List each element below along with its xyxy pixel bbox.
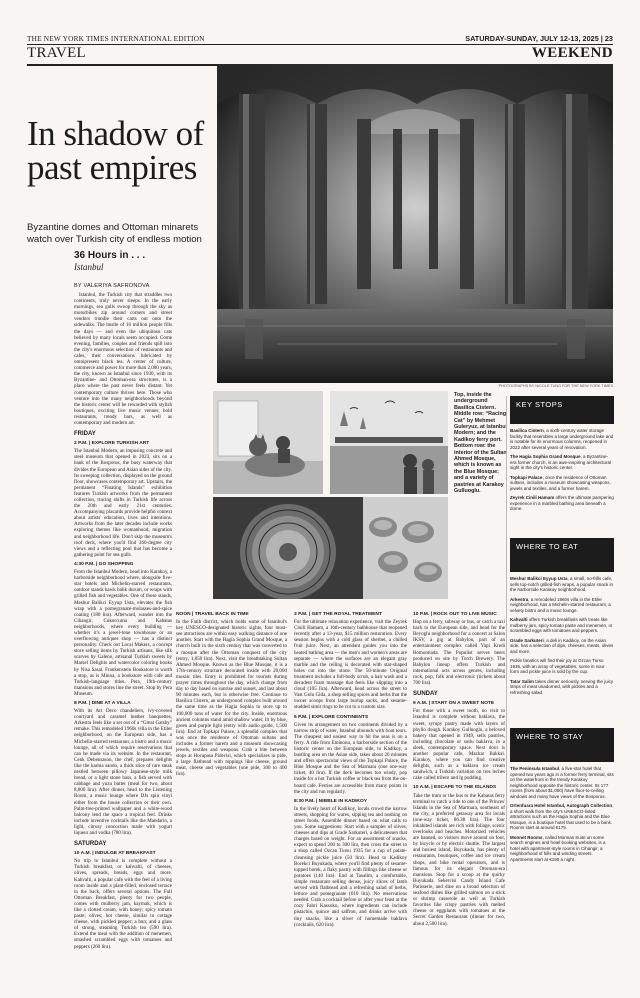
item-name: Basilica Cistern — [510, 428, 544, 433]
section-heading: 10 A.M. | INDULGE AT BREAKFAST — [74, 851, 156, 857]
article-intro: Istanbul, the Turkish city that straddles two continents, truly never sleeps. In the early mornings, sea gulls swoop through the sky as motorbikes zip around corners and street vendors trundle their carts out onto the sidewalks. The bustle of 16 million people fills the days — and even the ubiquitous cats believed by many locals seem occupied. Come evening, families, couples and friends spill into the city's enormous selection of restaurants and cafes, their conversations lubricated by omnipresent black tea. A center of culture, commerce and power for more than 2,000 years, the city, known as Istanbul since 1930, with its Byzantine- and Ottoman-era structures, is a place where the past never feels distant. Yet contemporary culture thrives here. Those who venture into the many neighborhoods beyond the historic center will be rewarded with stylish boutiques, exciting live music venues, bold restaurants, trendy bars, as well as contemporary and modern art. — [74, 292, 172, 426]
racing-cat-illustration — [213, 391, 323, 494]
section-heading: 10 P.M. | ROCK OUT TO LIVE MUSIC — [413, 612, 497, 617]
item-name: Ortenfuara Hotel Istanbul, Autograph Collection — [510, 803, 613, 808]
photo-caption: Top, inside the underground Basilica Cistern. Middle row: “Racing Cat” by Mehmet Guleryuz, at Istanbul Modern; and the Kadikoy ferry port. Bottom row: the interior of the Sultan Ahmed Mosque, which is known as the Blue Mosque; and a variety of pastries at Karakoy Gulluoglu. — [454, 392, 508, 495]
item-desc: , a sixth-century water storage facility that resembles a large underground lake and is notable for its enormous columns, reopened in 2022 after several years of renovation. — [510, 428, 614, 450]
section-text: In the Fatih district, which holds some of Istanbul's key UNESCO-designated historic sights, four must-see attractions are within easy walking distance of one another. Start with the Hagia Sophia Grand Mosque, a church built in the sixth century that was converted to a mosque after the Ottoman conquest of the city (entry, 1,850 lira). Next, visit the breathtaking Sultan Ahmed Mosque. Known as the Blue Mosque, it is a 17th-century structure decorated inside with 20,000 mosaic tiles. Entry is prohibited for tourists during prayer times throughout the day, which change from day to day based on sunrise and sunset, and last about 90 minutes each, but is otherwise free. Continue to Basilica Cistern, an underground complex built around the same time as the Hagia Sophia to store up to 100,000 tons of water for the city. Inside, enormous ancient columns stand amid shallow water, lit by blue, green and purple light (entry with audio guide, 1,500 lira). End at Topkapi Palace, a splendid complex that was once the residence of Ottoman sultans and includes a former harem and a museum showcasing jewels, textiles and weapons. Grab a bite between stops at Hocapasa Pidecisi, which specializes in pide, a large flatbread with toppings like cheese, ground meat, cheese and vegetables (one pide, 300 to 400 lira). — [176, 619, 287, 778]
item-name: Tatar Salim — [510, 678, 534, 684]
headline: In shadow of past empires — [27, 114, 204, 187]
article-column-4 — [413, 608, 505, 927]
ferry-port-illustration — [330, 391, 448, 494]
item-desc: , a Byzantine-era former church, is an awe-inspiring architectural sight in the city's historic center. — [510, 454, 612, 470]
section-text: From the Istanbul Modern, head into Karakoy, a harborside neighborhood where, alongside five-star hotels and Michelin-starred restaurants, outdoor stands hawk balik durum, or wraps with grilled fish and vegetables. One of those stands, Meshur Balikci Eyyup Usta, elevates the fish wrap with a pomegranate-molasses-and-spice coating (180 lira). Afterward, wander into the Cihangir, Cukurcuma and Kabatas neighborhoods, where every building — whether it's a jewel-tone townhouse or an overflowing antiques shop — has a distinct personality. Check out Local Makers, a concept store selling items by Turkish artisans, like silk scarves by Galeno, artisanal Turkish sweets by Marsel Delights and watercolor coloring books by Nisa Sasal. Frankenstein Bookstore is worth a stop, as is Minoa, a bookstore with cafe and Turkish-language titles. Pera, 19th-century mansions and stores line the street. Stop by Pera Museum. — [74, 569, 172, 697]
masthead-name: THE NEW YORK TIMES INTERNATIONAL EDITION — [27, 34, 205, 43]
section-text: The Istanbul Modern, an imposing concrete and steel museum that opened in 2023, sits on a bank of the Bosporus, the busy waterway that divides the European and Asian sides of the city. Its sweeping collection, displayed on the ground floor, showcases contemporary art. Upstairs, the permanent “Floating Islands” exhibition features Turkish artworks from the permanent collection, tracing shifts in Turkish life across the 20th and early 21st centuries. Accompanying placards provide helpful context about artists' education, lives and intentions. Artworks from the later decades include works exploring themes like womanhood, migration and neighborhood life. Don't skip the museum's roof deck, where you'll find 360-degree city views and a reflecting pool that has become a gathering point for sea gulls. — [74, 448, 172, 558]
section-text: Hop on a ferry, subway or bus, or catch a taxi back to the European side, and head for the Beyoglu neighborhood for a concert at Salon IKSV, a gig at Babylon, part of an entertainment complex called Yapi Kredi Bomontiada. The Populist serves beers produced on site by Torch Brewery. The Babylon lineup offers Turkish and international acts across genres, including rock, pop, folk and electronic (tickets about 700 lira). — [413, 619, 505, 687]
item-desc: takes dinner seriously, serving the juicy strips of meat unadorned, with pickles and a refreshing salad. — [510, 678, 614, 695]
key-stops-title: KEY STOPS — [516, 400, 563, 409]
where-to-stay-list — [510, 766, 614, 866]
series-title: 36 Hours in . . . — [74, 250, 146, 261]
item-name: The Peninsula Istanbul — [510, 766, 560, 771]
list-item — [510, 658, 614, 675]
section-text: Take the tram or the bus to the Kabatas ferry terminal to catch a ride to one of the Princes' Islands in the Sea of Marmara, southeast of the city, a preferred getaway area for locals (one-way ticket, 86.38 lira). The four inhabited islands are rich with foliage, scenic overlooks and beaches. Motorized vehicles are banned, so visitors move around on foot, by bicycle or by electric shuttle. The largest and busiest island, Buyukada, has plenty of restaurants, boutiques, coffee and ice cream shops, and bike rental operators, and is famous for its elegant Ottoman-era mansions. Stop for a scoop at the quirky Buyukada Sekercisi Candy Island Cafe Patisserie, and dine on a broad selection of seafood dishes like grilled salmon on a stick or shrimp casserole as well as Turkish favorites like crispy pastries with melted cheese or eggplants with tomatoes at the Secret Garden Restaurant (dinner for two, about 2,500 lira). — [413, 792, 505, 927]
article-column-1 — [74, 292, 172, 950]
section-text: With its Art Deco chandeliers, ivy-covered courtyard and caramel leather banquettes, Arkestra feels like a set out of a “Great Gatsby” remake. This remodeled 1960s villa in the Etiler neighborhood, on the European side, has a Michelin-starred restaurant, a bistro and a music lounge, all of which require reservations that can be made via its website. In the restaurant, Cenk Debensason, the chef, prepares delights like the karma sando, a thick slice of rare steak nestled between pillowy Japanese-style milk bread, or a light stone bass, a fish served with cabbage and yuzu butter (meal for two, about 8,000 lira). After dinner, head to the Listening Room, a music lounge where DJs spin vinyl either from the house collection or their own. Palm-tree-printed wallpaper and a white-wood balcony lend the space a tropical feel. Drinks include inventive cocktails like the Mandarin, a light, citrusy concoction made with yogurt liqueur and vodka (780 lira). — [74, 708, 172, 836]
list-item — [510, 617, 614, 634]
list-item — [510, 576, 614, 593]
city-name: Istanbul — [74, 262, 104, 272]
item-desc: Pickle fanatics will find their joy at Ozcan Tursu 1935, with an array of vegetables, some in sour form and pickle juice is sold by the cup. — [510, 658, 605, 674]
key-stops-list — [510, 428, 614, 516]
section-text: For those with a sweet tooth, no visit to Istanbul is complete without baklava, the sweet, syrupy pastry made with layers of phyllo dough. Karakoy Gulluoglu, a beloved bakery that opened in 1949, sells pastries, including chocolate or sutlu baklava, in a sleek, contemporary space. Next door is another popular cafe, Mazhar Bakkal. Karakoy, where you can find creative delights, such as a baklava ice cream sandwich, a Turkish variation on tres leches cake called trilece and lg pudding. — [413, 708, 505, 782]
where-to-stay-title: WHERE TO STAY — [516, 732, 584, 741]
item-desc: , a deli in Kadikoy, on the Asian side, has a selection of dips, cheeses, meats, olives and more. — [510, 637, 614, 654]
day-heading: FRIDAY — [74, 431, 96, 438]
item-desc: offers Turkish breakfasts with treats like mulberry jam, spicy tomato paste and menemen, or scrambled eggs with tomatoes and peppers. — [510, 617, 613, 633]
edition-label: WEEKEND — [531, 45, 613, 61]
section-heading: 6 P.M. | EXPLORE CONTINENTS — [294, 714, 369, 720]
item-name: The Hagia Sophia Grand Mosque — [510, 454, 581, 459]
masthead-date: SATURDAY-SUNDAY, JULY 12-13, 2025 | 23 — [465, 34, 613, 43]
item-desc: , a five-star hotel that opened two years ago in a former ferry terminal, sits on the waterfront in the trendy Karakoy neighborhood opposite the historic center. Its 177 rooms (from about $1,000) have floor-to-ceiling windows and many have views of the Bosporus. — [510, 766, 614, 799]
article-column-2 — [176, 608, 287, 778]
list-item — [510, 454, 614, 471]
cistern-illustration — [217, 64, 613, 383]
item-desc: , once the residence of Ottoman sultans, includes a museum showcasing weapons, jewels and textiles, and a former harem. — [510, 474, 611, 491]
section-heading: NOON | TRAVEL BACK IN TIME — [176, 612, 249, 617]
ferry-port-photo — [330, 391, 448, 494]
item-desc: , a remodeled 1960s villa in the Etiler neighborhood, has a Michelin-starred restaurant, a velvety bistro and a music lounge. — [510, 596, 611, 613]
where-to-eat-list — [510, 576, 614, 699]
item-name: Grade Sarkuteri — [510, 637, 544, 643]
item-desc: , called Monnas Suite on some search engines and hotel booking websites, is a hotel with apartment-style rooms in Cihangir, a neighborhood of hills and winding streets. Apartments start at €190 a night. — [510, 834, 606, 862]
section-heading: 2 P.M. | EXPLORE TURKISH ART — [74, 441, 150, 447]
byline: BY VALERIYA SAFRONOVA — [74, 283, 150, 289]
list-item — [510, 803, 614, 831]
racing-cat-photo — [213, 391, 323, 494]
item-desc: offers the ultimate pampering experience in a marbled bathing area beneath a dome. — [510, 495, 614, 511]
subhead: Byzantine domes and Ottoman minarets watch over Turkish city of endless motion — [27, 222, 202, 245]
where-to-eat-title: WHERE TO EAT — [516, 542, 579, 551]
section-heading: 3 P.M. | GET THE ROYAL TREATMENT — [294, 612, 382, 617]
section-text: No trip to Istanbul is complete without a Turkish breakfast, or kahvalti, of cheeses, olives, spreads, breads, eggs and more. Kahvalti, a popular cafe with the feel of a living room inside and a plant-filled, enclosed terrace in the back, offers several options. The Full Ottoman Breakfast, plenty for two people, comes with mulberry jam, kaymak, which is like a clotted cream, with honey; spicy tomato paste; olives; hot cheese, similar to cottage cheese, with pickled pepper; a bun; and a glass of strong, steaming Turkish tea (590 lira). Extend the meal with the addition of menemen, smashed scrambled eggs with tomatoes and peppers (260 lira). — [74, 858, 172, 950]
item-desc: , a short walk from the city's UNESCO-listed attractions such as the Hagia Sophia and the Blue Mosque, is a boutique hotel that used to be a bank. Rooms start at around €175. — [510, 803, 614, 830]
item-name: Monnet Rooms — [510, 834, 543, 840]
cistern-photo — [217, 64, 613, 383]
list-item — [510, 428, 614, 450]
list-item — [510, 495, 614, 512]
section-heading: 10 A.M. | ESCAPE TO THE ISLANDS — [413, 785, 497, 791]
section-text: For the ultimate relaxation experience, visit the Zeyrek Cinili Hamam, a 16th-century bathhouse that reopened recently after a 13-year, $15 million restoration. Every session begins with a cold glass of sherbet, a chilled fruit juice. Next, an attendant guides you into the heated bathing area — the men's and women's areas are separate — where the surfaces are an elegant gray marble and the ceiling is decorated with star-shaped holes cut into the stone. The 50-minute Original treatment includes a full-body scrub, a hair wash and a decadent foam massage that feels like slipping into a cloud (105 lira). Afterward, head across the street to Vast Golu Gida, a shop selling spices and herbs that the owner scoops from large burlap sacks, and sesame-studded simit rings to be cut to a custom size. — [294, 619, 407, 711]
where-to-eat-header — [510, 538, 614, 572]
list-item — [510, 475, 614, 492]
section-heading: 9 A.M. | START ON A SWEET NOTE — [413, 701, 495, 707]
day-heading: SUNDAY — [413, 691, 438, 698]
photo-credit: PHOTOGRAPHS BY NICOLE TUNG FOR THE NEW YORK TIMES — [498, 384, 613, 388]
list-item — [510, 679, 614, 696]
item-desc: , a small, no-frills cafe, sells top-notch grilled-fish wraps, a popular snack in the harborside Karakoy neighborhood. — [510, 576, 614, 592]
mosque-dome-photo — [213, 497, 448, 599]
day-heading: SATURDAY — [74, 841, 107, 848]
item-name: Arkestra — [510, 596, 529, 602]
section-title: TRAVEL — [27, 45, 87, 61]
section-heading: 8 P.M. | DINE AT A VILLA — [74, 701, 131, 706]
where-to-stay-header — [510, 728, 614, 762]
item-name: Meshur Balikci Eyyup Usta — [510, 576, 568, 581]
section-heading: 4:30 P.M. | GO SHOPPING — [74, 561, 134, 567]
section-text: In the lively heart of Kadikoy, locals crowd the narrow streets, shopping for wares, sipping tea and noshing on street foods. Assemble dinner based on what calls to you. Some suggestions: Start with a sampler of olives, cheeses and dips at Grade Sarkuteri, a delicatessen that charges based on weight. For an assortment of snacks, expect to spend 200 to 300 lira, then cross the street to a shop called Ozcan Tursu 1935 for a cup of palate-cleansing pickle juice (50 lira). Head to Kadikoy Borekci Buyukada, where you'll find plenty of sesame-topped borek, a flaky pastry with fillings like cheese or potatoes (140 lira). End at Tasalim, a comfortable, simple restaurant selling dense, juicy slices of lamb served with flatbread and a refreshing salad of herbs, lettuce and pomegranate (610 lira). No reservations needed. Grab a cocktail before or after your feast at the cozy Fabri Kassoko, where ingredients can include pistachio, quince and saffron, and drinks arrive with tiny snacks, like a sliver of homemade baklava (cocktails, 620 lira). — [294, 805, 407, 928]
list-item — [510, 766, 614, 799]
mosque-dome-illustration — [213, 497, 448, 599]
item-name: Zeyrek Cinili Hamam — [510, 495, 555, 500]
key-stops-header — [510, 396, 614, 424]
list-item — [510, 835, 614, 863]
top-rule — [27, 44, 613, 45]
sidebar-divider — [506, 396, 507, 871]
list-item — [510, 597, 614, 614]
section-text: Given its arrangement on two continents divided by a narrow strip of water, Istanbul abounds with boat tours. The cheapest and easiest way to hit the seas is on a ferry. A ride from Eminonu, a harborside section of the historic center on the European side, to Kadikoy, a bustling area on the Asian side, takes about 20 minutes and offers spectacular views of the Topkapi Palace, the Blue Mosque and the Sea of Marmara (one one-way ticket, 40 lira). If the deck becomes too windy, pop inside for a hot Turkish coffee or black tea from the on-board cafe. Ferries are accessible from many points in the city and run regularly. — [294, 721, 407, 795]
article-column-3 — [294, 608, 407, 928]
list-item — [510, 638, 614, 655]
item-name: Kahvalti — [510, 617, 528, 622]
item-name: Topkapi Palace — [510, 474, 543, 480]
section-heading: 8:30 P.M. | NIBBLE IN KADIKOY — [294, 798, 368, 804]
